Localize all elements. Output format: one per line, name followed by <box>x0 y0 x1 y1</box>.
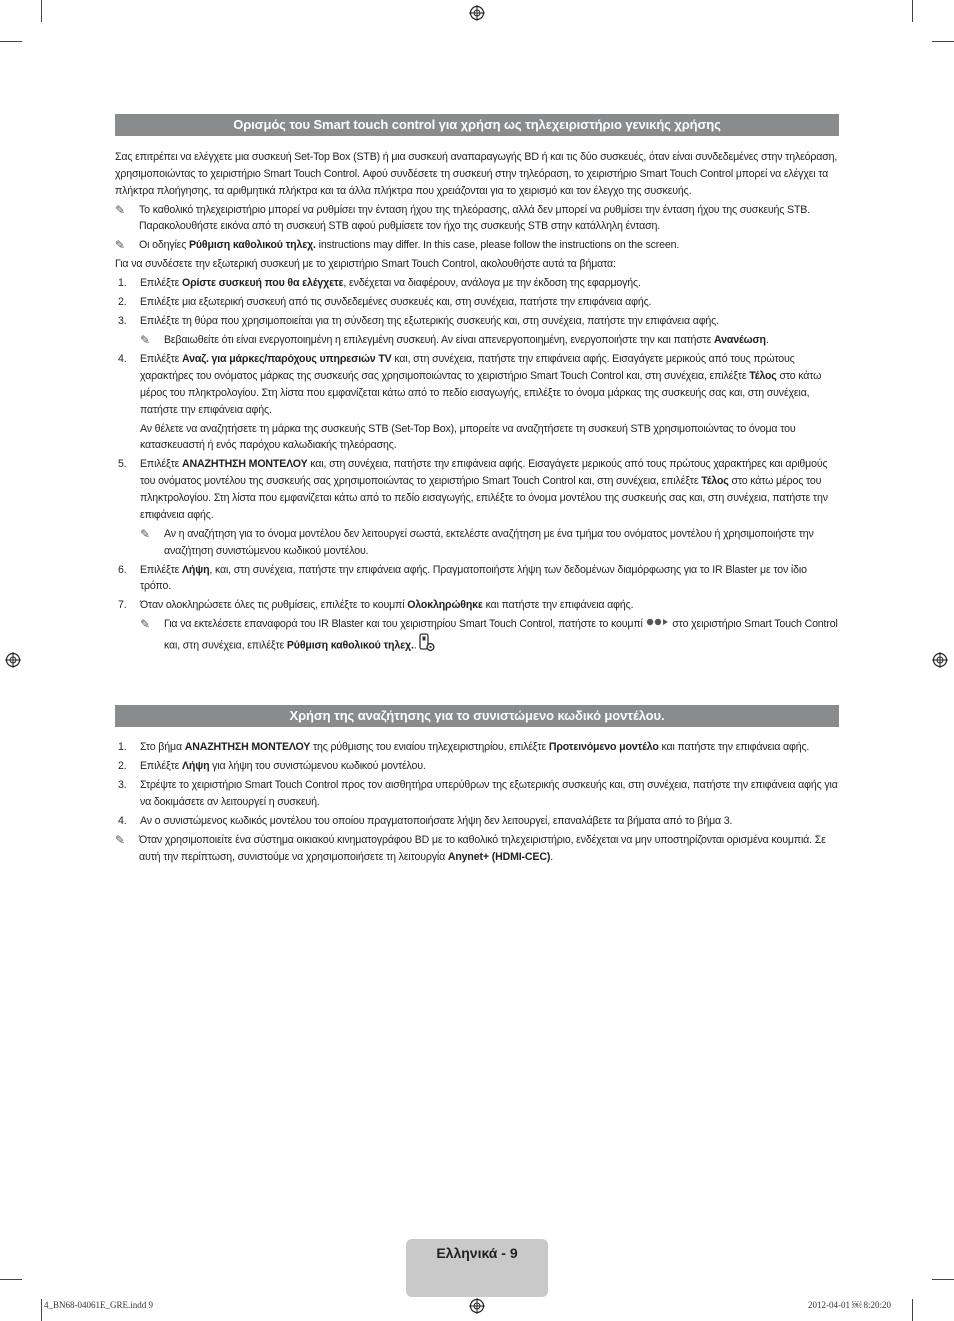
note <box>115 832 839 866</box>
note-bold: Anynet+ (HDMI-CEC) <box>447 850 551 863</box>
pencil-icon: ✎ <box>115 202 125 217</box>
page-number-badge <box>406 1239 548 1297</box>
section-body <box>115 149 839 661</box>
note <box>115 237 839 254</box>
crop-mark <box>41 1299 42 1321</box>
step-text: Στρέψτε το χειριστήριο Smart Touch Control προς τον αισθητήρα υπερύθρων της εξωτερικής συσκευής και, στη συνέχεια, πατήστε την επιφάνεια αφής για να δοκιμάσετε αν λειτουργεί η συσκευή. <box>140 778 838 808</box>
step-text: Επιλέξτε τη θύρα που χρησιμοποιείται για τη σύνδεση της εξωτερικής συσκευής και, στη συνέχεια, πατήστε την επιφάνεια αφής. <box>140 315 719 328</box>
note-text: Αν η αναζήτηση για το όνομα μοντέλου δεν λειτουργεί σωστά, εκτελέστε αναζήτηση με ένα τμήμα του ονόματος μοντέλου ή χρησιμοποιήστε την αναζήτηση συνιστώμενου κωδικού μοντέλου. <box>164 527 814 557</box>
note-text: Βεβαιωθείτε ότι είναι ενεργοποιημένη η επιλεγμένη συσκευή. Αν είναι απενεργοποιημένη, ενεργοποιήστε την και πατήστε <box>164 334 714 347</box>
registration-mark-icon <box>932 652 948 668</box>
section-title: Χρήση της αναζήτησης για το συνιστώμενο κωδικό μοντέλου. <box>115 705 839 727</box>
crop-mark <box>0 1279 22 1280</box>
crop-mark <box>0 41 22 42</box>
step-number: 4. <box>118 353 127 366</box>
step-item <box>115 456 839 523</box>
registration-mark-icon <box>5 652 21 668</box>
step-item <box>115 739 839 756</box>
step-text: Επιλέξτε <box>140 277 182 290</box>
crop-mark <box>932 41 954 42</box>
step-text: και, στη συνέχεια, πατήστε την επιφάνεια αφής. Εισαγάγετε μερικούς από τους πρώτους χαρακτήρες και αριθμούς του ονόματος μοντέλου της συσκευής σας χρησιμοποιώντας το χειριστήριο Smart Touch Control και, στη συνέχεια, επιλέξτε <box>140 458 828 488</box>
step-item <box>115 777 839 811</box>
step-note <box>115 332 839 349</box>
step-item <box>115 758 839 775</box>
step-number: 3. <box>118 778 127 791</box>
step-text: Επιλέξτε <box>140 353 182 366</box>
step-number: 5. <box>118 458 127 471</box>
step-note <box>115 616 839 659</box>
step-text: Στο βήμα <box>140 741 185 753</box>
step-note <box>115 526 839 560</box>
step-bold: Ορίστε συσκευή που θα ελέγχετε <box>182 277 344 290</box>
step-item <box>115 813 839 830</box>
note <box>115 202 839 236</box>
step-bold: Λήψη <box>182 563 210 576</box>
step-text: Όταν ολοκληρώσετε όλες τις ρυθμίσεις, επιλέξτε το κουμπί <box>140 599 408 612</box>
step-number: 2. <box>118 296 127 309</box>
step-number: 1. <box>118 277 127 290</box>
step-text: , και, στη συνέχεια, πατήστε την επιφάνεια αφής. Πραγματοποιήστε λήψη των δεδομένων διαμόρφωσης για το IR Blaster με τον ίδιο τρόπο. <box>140 563 807 593</box>
note-bold: Ρύθμιση καθολικού τηλεχ. <box>286 640 414 653</box>
step-text: της ρύθμισης του ενιαίου τηλεχειριστηρίου, επιλέξτε <box>310 741 549 753</box>
pencil-icon: ✎ <box>140 526 150 541</box>
step-number: 2. <box>118 759 127 772</box>
pencil-icon: ✎ <box>115 238 125 253</box>
step-number: 7. <box>118 599 127 612</box>
note-text: . <box>413 640 417 653</box>
note-text: Για να εκτελέσετε επαναφορά του IR Blaster και του χειριστηρίου Smart Touch Control, πατήστε το κουμπί <box>164 618 646 631</box>
step-text: Επιλέξτε <box>140 759 182 772</box>
pencil-icon: ✎ <box>115 832 125 847</box>
step-number: 4. <box>118 814 127 827</box>
step-number: 1. <box>118 741 127 753</box>
step-text: και πατήστε την επιφάνεια αφής. <box>658 741 810 753</box>
note-text: Το καθολικό τηλεχειριστήριο μπορεί να ρυθμίσει την ένταση ήχου της τηλεόρασης, αλλά δεν μπορεί να ρυθμίσει την ένταση ήχου της συσκευής STB. Παρακολουθήστε εικόνα από τη συσκευή STB αφού ρυθμίσετε τον ήχο της συσκευής STB στην κατάλληλη ένταση. <box>139 203 810 233</box>
step-item <box>115 313 839 330</box>
note-text: . <box>765 334 769 347</box>
step-bold: ΑΝΑΖΗΤΗΣΗ ΜΟΝΤΕΛΟΥ <box>184 741 311 753</box>
pencil-icon: ✎ <box>140 333 150 348</box>
step-text: στο κάτω μέρος του πληκτρολογίου. Στη λίστα που εμφανίζεται κάτω από το πεδίο εισαγωγής, επιλέξτε το όνομα μοντέλου της συσκευής σας και, στη συνέχεια, πατήστε την επιφάνεια αφής. <box>140 475 828 521</box>
crop-mark <box>932 1279 954 1280</box>
print-timestamp: 2012-04-01 ￼ 8:20:20 <box>808 1300 891 1310</box>
note-text: Οι οδηγίες <box>139 239 189 252</box>
step-item <box>115 294 839 311</box>
step-item <box>115 562 839 596</box>
step-text: για λήψη του συνιστώμενου κωδικού μοντέλου. <box>209 759 426 772</box>
step-item <box>115 597 839 614</box>
intro-paragraph: Σας επιτρέπει να ελέγχετε μια συσκευή Set-Top Box (STB) ή μια συσκευή αναπαραγωγής BD ή και τις δύο συσκευές, όταν είναι συνδεδεμένες στην τηλεόραση, χρησιμοποιώντας το χειριστήριο Smart Touch Control. Αφού συνδέσετε τη συσκευή στην τηλεόραση, το χειριστήριο Smart Touch Control μπορεί να ελέγχει τα πλήκτρα πλοήγησης, τα αριθμητικά πλήκτρα και τα άλλα πλήκτρα που χρειάζονται για το χειρισμό και τον έλεγχο της συσκευής. <box>115 151 838 197</box>
step-continuation: Αν θέλετε να αναζητήσετε τη μάρκα της συσκευής STB (Set-Top Box), μπορείτε να αναζητήσετε τη συσκευή STB χρησιμοποιώντας το όνομα του κατασκευαστή ή ενός παρόχου καλωδιακής τηλεόρασης. <box>140 422 796 452</box>
step-bold: ΑΝΑΖΗΤΗΣΗ ΜΟΝΤΕΛΟΥ <box>182 458 308 471</box>
step-number: 3. <box>118 315 127 328</box>
step-text: Επιλέξτε <box>140 458 182 471</box>
note-bold: Ρύθμιση καθολικού τηλεχ. <box>189 239 316 252</box>
registration-mark-icon <box>469 5 485 21</box>
note-text: . <box>550 850 554 863</box>
note-text: στο χειριστήριο Smart Touch Control και, στη συνέχεια, επιλέξτε <box>164 618 838 653</box>
step-text: , ενδέχεται να διαφέρουν, ανάλογα με την έκδοση της εφαρμογής. <box>343 277 641 290</box>
section-body <box>115 739 839 868</box>
step-text: Επιλέξτε μια εξωτερική συσκευή από τις συνδεδεμένες συσκευές και, στη συνέχεια, πατήστε την επιφάνεια αφής. <box>140 296 652 309</box>
step-bold: Ολοκληρώθηκε <box>407 599 483 612</box>
remote-settings-icon <box>419 633 435 659</box>
page-label: Ελληνικά - 9 <box>436 1245 518 1261</box>
step-text: και πατήστε την επιφάνεια αφής. <box>482 599 634 612</box>
step-text: Αν ο συνιστώμενος κωδικός μοντέλου του οποίου πραγματοποιήσατε λήψη δεν λειτουργεί, επαναλάβετε τα βήματα από το βήμα 3. <box>140 814 733 827</box>
step-text: και, στη συνέχεια, πατήστε την επιφάνεια αφής. Εισαγάγετε μερικούς από τους πρώτους χαρακτήρες του ονόματος μάρκας της συσκευής σας χρησιμοποιώντας το χειριστήριο Smart Touch Control και, στη συνέχεια, επιλέξτε <box>140 353 795 383</box>
section-title: Ορισμός του Smart touch control για χρήση ως τηλεχειριστήριο γενικής χρήσης <box>115 114 839 136</box>
step-bold: Αναζ. για μάρκες/παρόχους υπηρεσιών TV <box>182 353 392 366</box>
step-bold: Προτεινόμενο μοντέλο <box>548 741 659 753</box>
step-item <box>115 351 839 418</box>
registration-mark-icon <box>469 1298 485 1314</box>
step-number: 6. <box>118 563 127 576</box>
note-text: Όταν χρησιμοποιείτε ένα σύστημα οικιακού κινηματογράφου BD με το καθολικό τηλεχειριστήριο, ενδέχεται να μην υποστηρίζονται ορισμένα κουμπιά. Σε αυτή την περίπτωση, συνιστούμε να χρησιμοποιήσετε τη λειτουργία <box>139 833 826 863</box>
step-item <box>115 275 839 292</box>
step-bold: Τέλος <box>701 475 729 488</box>
steps-intro: Για να συνδέσετε την εξωτερική συσκευή με το χειριστήριο Smart Touch Control, ακολουθήστε αυτά τα βήματα: <box>115 258 616 271</box>
reset-button-icon <box>646 616 670 633</box>
file-info: 4_BN68-04061E_GRE.indd 9 <box>44 1300 153 1310</box>
step-bold: Λήψη <box>182 759 210 772</box>
crop-mark <box>41 0 42 22</box>
step-text: Επιλέξτε <box>140 563 182 576</box>
step-bold: Τέλος <box>749 370 777 383</box>
note-text: instructions may differ. In this case, please follow the instructions on the screen. <box>315 239 680 252</box>
pencil-icon: ✎ <box>140 617 150 632</box>
note-bold: Ανανέωση <box>714 334 766 347</box>
crop-mark <box>912 1299 913 1321</box>
step-text: στο κάτω μέρος του πληκτρολογίου. Στη λίστα που εμφανίζεται κάτω από το πεδίο εισαγωγής, επιλέξτε το όνομα μάρκας της συσκευής σας και, στη συνέχεια, πατήστε την επιφάνεια αφής. <box>140 370 822 416</box>
crop-mark <box>912 0 913 22</box>
